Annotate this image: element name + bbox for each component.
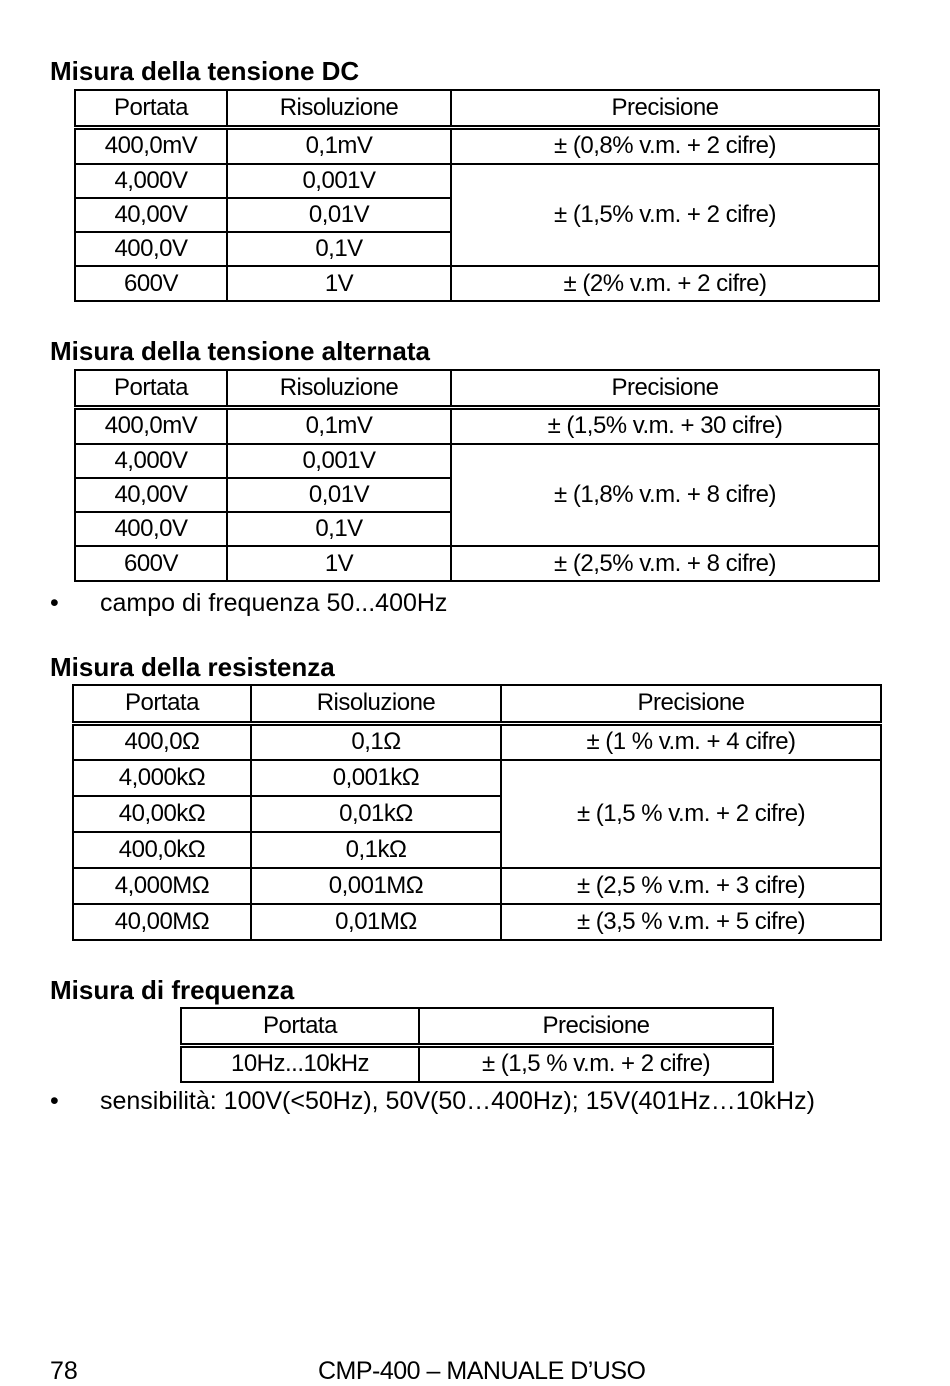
- resolution-cell: 0,1V: [227, 512, 451, 546]
- table-row: [75, 127, 879, 164]
- section-title-resistance: Misura della resistenza: [50, 652, 335, 682]
- range-cell: 40,00V: [75, 478, 227, 512]
- resolution-cell: 0,01V: [227, 198, 451, 232]
- resolution-cell: 0,1mV: [227, 127, 451, 164]
- resolution-cell: 1V: [227, 546, 451, 581]
- range-cell: 400,0V: [75, 232, 227, 266]
- range-cell: 40,00V: [75, 198, 227, 232]
- section-title-frequency: Misura di frequenza: [50, 975, 295, 1005]
- column-header: Risoluzione: [227, 90, 451, 127]
- precision-cell: ± (2,5 % v.m. + 3 cifre): [501, 868, 881, 904]
- page-number: 78: [50, 1357, 78, 1385]
- range-cell: 400,0mV: [75, 407, 227, 444]
- column-header: Portata: [73, 685, 251, 723]
- precision-cell: ± (1,5 % v.m. + 2 cifre): [419, 1045, 773, 1082]
- table-row: [75, 407, 879, 444]
- table-row: [73, 723, 881, 760]
- bullet-icon: •: [50, 1087, 59, 1115]
- resistance-table: [72, 684, 882, 941]
- column-header: Precisione: [501, 685, 881, 723]
- range-cell: 400,0mV: [75, 127, 227, 164]
- resolution-cell: 0,1kΩ: [251, 832, 501, 868]
- resolution-cell: 0,01V: [227, 478, 451, 512]
- table-row: [73, 760, 881, 796]
- precision-cell: ± (0,8% v.m. + 2 cifre): [451, 127, 879, 164]
- note-text: sensibilità: 100V(<50Hz), 50V(50…400Hz); 15V(401Hz…10kHz): [100, 1087, 815, 1115]
- table-header-row: [181, 1008, 773, 1045]
- table-row: [73, 868, 881, 904]
- dc-voltage-table: [74, 89, 880, 302]
- resolution-cell: 0,01MΩ: [251, 904, 501, 940]
- resolution-cell: 0,1Ω: [251, 723, 501, 760]
- column-header: Precisione: [451, 370, 879, 407]
- table-row: [75, 444, 879, 478]
- table-row: [75, 164, 879, 198]
- range-cell: 4,000kΩ: [73, 760, 251, 796]
- note-text: campo di frequenza 50...400Hz: [100, 589, 448, 617]
- range-cell: 4,000V: [75, 444, 227, 478]
- table-row: [73, 904, 881, 940]
- frequency-table: [180, 1007, 774, 1083]
- range-cell: 10Hz...10kHz: [181, 1045, 419, 1082]
- resolution-cell: 0,001MΩ: [251, 868, 501, 904]
- column-header: Portata: [75, 90, 227, 127]
- range-cell: 600V: [75, 546, 227, 581]
- range-cell: 400,0kΩ: [73, 832, 251, 868]
- precision-cell: ± (1,5 % v.m. + 2 cifre): [501, 760, 881, 868]
- resolution-cell: 0,001V: [227, 444, 451, 478]
- resolution-cell: 0,1V: [227, 232, 451, 266]
- table-header-row: [75, 90, 879, 127]
- precision-cell: ± (3,5 % v.m. + 5 cifre): [501, 904, 881, 940]
- table-row: [75, 546, 879, 581]
- column-header: Portata: [75, 370, 227, 407]
- precision-cell: ± (2% v.m. + 2 cifre): [451, 266, 879, 301]
- section-title-dc: Misura della tensione DC: [50, 56, 360, 86]
- resolution-cell: 1V: [227, 266, 451, 301]
- resolution-cell: 0,001kΩ: [251, 760, 501, 796]
- range-cell: 4,000V: [75, 164, 227, 198]
- precision-cell: ± (1,5% v.m. + 30 cifre): [451, 407, 879, 444]
- range-cell: 40,00MΩ: [73, 904, 251, 940]
- precision-cell: ± (1,8% v.m. + 8 cifre): [451, 444, 879, 546]
- column-header: Precisione: [419, 1008, 773, 1045]
- precision-cell: ± (1 % v.m. + 4 cifre): [501, 723, 881, 760]
- precision-cell: ± (1,5% v.m. + 2 cifre): [451, 164, 879, 266]
- resolution-cell: 0,1mV: [227, 407, 451, 444]
- range-cell: 40,00kΩ: [73, 796, 251, 832]
- precision-cell: ± (2,5% v.m. + 8 cifre): [451, 546, 879, 581]
- column-header: Risoluzione: [227, 370, 451, 407]
- range-cell: 600V: [75, 266, 227, 301]
- range-cell: 400,0Ω: [73, 723, 251, 760]
- table-row: [181, 1045, 773, 1082]
- section-title-ac: Misura della tensione alternata: [50, 336, 431, 366]
- range-cell: 4,000MΩ: [73, 868, 251, 904]
- ac-voltage-table: [74, 369, 880, 582]
- table-row: [75, 266, 879, 301]
- column-header: Risoluzione: [251, 685, 501, 723]
- resolution-cell: 0,001V: [227, 164, 451, 198]
- bullet-icon: •: [50, 589, 59, 617]
- table-header-row: [75, 370, 879, 407]
- resolution-cell: 0,01kΩ: [251, 796, 501, 832]
- table-header-row: [73, 685, 881, 723]
- footer-title: CMP-400 – MANUALE D’USO: [318, 1357, 646, 1385]
- column-header: Precisione: [451, 90, 879, 127]
- range-cell: 400,0V: [75, 512, 227, 546]
- column-header: Portata: [181, 1008, 419, 1045]
